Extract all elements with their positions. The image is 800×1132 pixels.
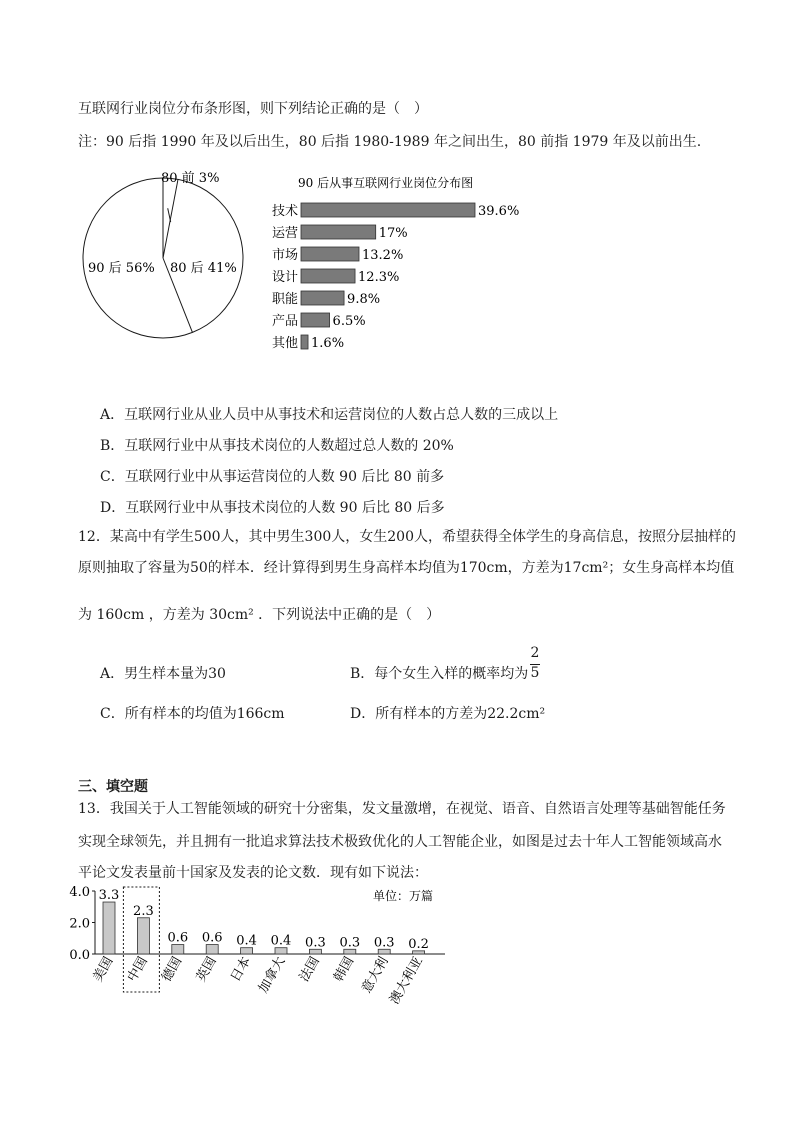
vbar-value-label: 0.3 (305, 935, 326, 951)
pie-leader-80before (168, 208, 171, 222)
hbar-category-label: 产品 (272, 314, 299, 329)
vbar-value-label: 0.3 (339, 935, 361, 951)
q12-option-b-denominator: 5 (530, 665, 540, 681)
q11-option-d: D．互联网行业中从事技术岗位的人数 90 后比 80 后多 (100, 500, 445, 516)
q11-option-b: B．互联网行业中从事技术岗位的人数超过总人数的 20% (100, 438, 454, 454)
vbar-value-label: 0.6 (201, 930, 223, 946)
vbar-category-label: 德国 (159, 954, 186, 985)
q12-option-d: D．所有样本的方差为22.2cm² (350, 706, 546, 722)
q12-option-c: C．所有样本的均值为166cm (100, 706, 285, 722)
q12-option-b: B．每个女生入样的概率均为 (350, 666, 529, 682)
hbar-1 (301, 225, 376, 239)
unit-label: 单位：万篇 (373, 889, 434, 903)
q13-line2: 实现全球领先，并且拥有一批追求算法技术极致优化的人工智能企业，如图是过去十年人工智能领域高水 (78, 834, 722, 850)
hbar-category-label: 市场 (272, 248, 299, 263)
vbar-category-label: 中国 (124, 954, 151, 985)
q11-stem: 互联网行业岗位分布条形图，则下列结论正确的是（ ） (78, 101, 428, 117)
pie-label-80after: 80 后 41% (170, 261, 237, 276)
q11-option-a: A．互联网行业从业人员中从事技术和运营岗位的人数占总人数的三成以上 (100, 407, 559, 423)
hbar-5 (301, 313, 330, 327)
hbar-category-label: 技术 (272, 204, 299, 219)
hbar-2 (301, 247, 359, 261)
vbar-category-label: 法国 (296, 954, 323, 985)
hbar-3 (301, 269, 355, 283)
vbar-value-label: 0.2 (408, 936, 429, 952)
hbar-4 (301, 291, 344, 305)
hbar-6 (301, 335, 308, 349)
pie-chart (78, 165, 248, 355)
vbar-value-label: 0.4 (236, 933, 257, 949)
vbar-category-label: 美国 (90, 954, 117, 985)
y-tick-label: 2.0 (69, 916, 90, 932)
vbar-2 (172, 945, 184, 954)
hbar-value-label: 13.2% (362, 248, 404, 263)
pie-label-90after: 90 后 56% (88, 261, 155, 276)
hbar-value-label: 39.6% (478, 204, 520, 219)
q12-option-a: A．男生样本量为30 (100, 666, 226, 682)
y-tick-label: 4.0 (69, 885, 90, 900)
vbar-category-label: 韩国 (331, 954, 358, 985)
vbar-0 (103, 902, 115, 954)
q12-option-b-numerator: 2 (530, 645, 540, 661)
paper-count-chart (60, 880, 460, 1020)
hbar-value-label: 17% (378, 226, 408, 241)
vbar-category-label: 日本 (228, 954, 255, 985)
q13-line3: 平论文发表量前十国家及发表的论文数．现有如下说法： (78, 865, 428, 881)
job-distribution-chart (268, 170, 568, 355)
pie-divider-80after (163, 179, 178, 258)
hbar-category-label: 其他 (272, 336, 299, 351)
section-title: 三、填空题 (78, 779, 148, 795)
hbar-0 (301, 203, 475, 217)
hbar-value-label: 12.3% (358, 270, 400, 285)
y-tick-label: 0.0 (69, 948, 90, 963)
hbar-category-label: 职能 (272, 292, 299, 307)
vbar-value-label: 2.3 (133, 903, 154, 919)
vbar-3 (206, 945, 218, 954)
vbar-value-label: 3.3 (98, 888, 120, 904)
q13-line1: 13．我国关于人工智能领域的研究十分密集，发文量激增，在视觉、语音、自然语言处理等基础智能任务 (78, 801, 726, 817)
vbar-category-label: 意大利 (359, 954, 392, 996)
q11-option-c: C．互联网行业中从事运营岗位的人数 90 后比 80 前多 (100, 469, 445, 485)
pie-label-80before: 80 前 3% (161, 171, 220, 186)
vbar-category-label: 英国 (193, 954, 220, 985)
q12-line2: 原则抽取了容量为50的样本．经计算得到男生身高样本均值为170cm，方差为17cm²；女生身高样本均值 (78, 560, 735, 576)
vbar-category-label: 澳大利亚 (387, 954, 427, 1008)
vbar-value-label: 0.3 (373, 935, 395, 951)
vbar-value-label: 0.6 (167, 930, 189, 946)
q11-note: 注：90 后指 1990 年及以后出生，80 后指 1980-1989 年之间出生，80 前指 1979 年及以前出生. (78, 134, 702, 150)
hbar-value-label: 6.5% (332, 314, 366, 329)
bar-chart-title: 90 后从事互联网行业岗位分布图 (298, 176, 474, 190)
hbar-category-label: 运营 (272, 226, 299, 241)
q12-line1: 12．某高中有学生500人，其中男生300人，女生200人，希望获得全体学生的身高信息，按照分层抽样的 (78, 529, 736, 545)
vbar-1 (137, 918, 149, 954)
q12-line3: 为 160cm ，方差为 30cm² ．下列说法中正确的是（ ） (78, 607, 441, 623)
vbar-value-label: 0.4 (270, 933, 292, 949)
hbar-category-label: 设计 (272, 270, 299, 285)
hbar-value-label: 1.6% (311, 336, 345, 351)
hbar-value-label: 9.8% (347, 292, 381, 307)
vbar-category-label: 加拿大 (255, 954, 289, 996)
